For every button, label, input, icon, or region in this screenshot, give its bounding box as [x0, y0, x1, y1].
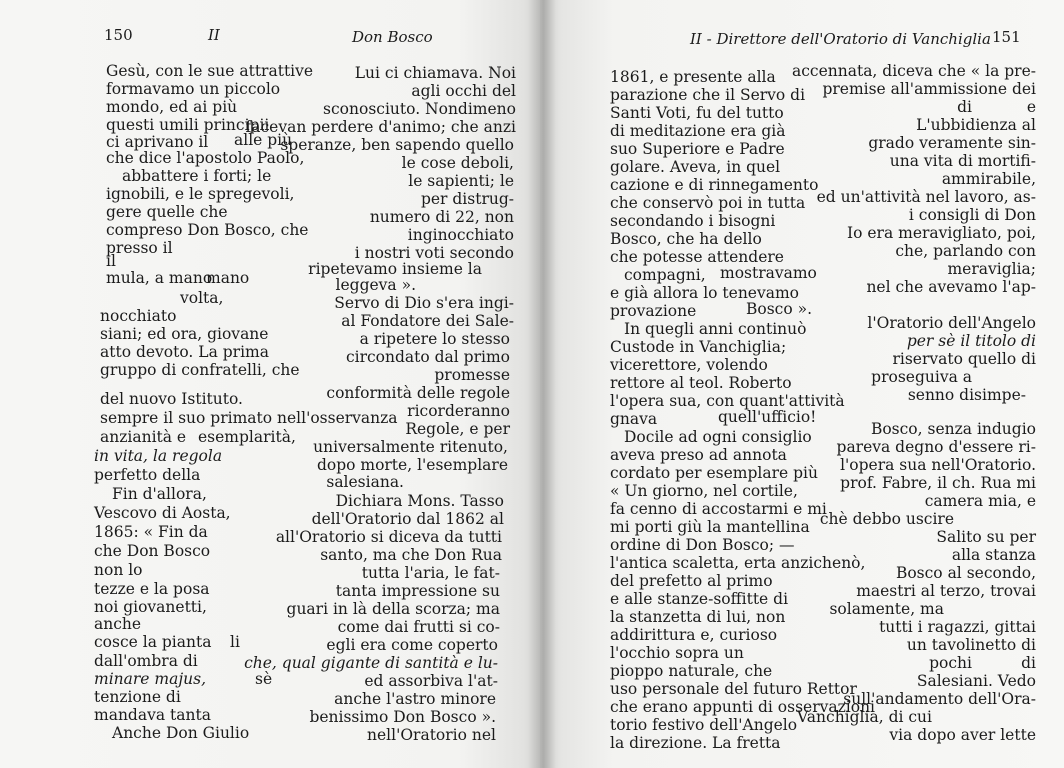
text-line: una vita di mortifi- — [889, 152, 1036, 170]
text-line: aveva preso ad annota — [610, 446, 787, 464]
text-line: sull'andamento dell'Ora- — [843, 690, 1036, 708]
text-line: conformità delle regole — [326, 384, 510, 402]
right-page-number: 151 — [992, 28, 1021, 46]
text-line: sempre il suo primato nell'osservanza — [100, 409, 398, 427]
text-line: noi giovanetti, — [94, 598, 207, 616]
text-line: gruppo di confratelli, che — [100, 361, 300, 379]
text-line: Servo di Dio s'era ingi- — [334, 294, 514, 312]
text-line: pareva degno d'essere ri- — [836, 438, 1036, 456]
text-line: guari in là della scorza; ma — [286, 600, 500, 618]
text-line: ripetevamo insieme la — [308, 260, 482, 278]
text-line: Regole, e per — [405, 420, 510, 438]
text-line: tenzione di — [94, 688, 181, 706]
text-line: nel che avevamo l'ap- — [866, 278, 1036, 296]
text-line: golare. Aveva, in quel — [610, 158, 781, 176]
text-line: provazione — [610, 302, 697, 320]
text-line: premise all'ammissione dei — [822, 80, 1036, 98]
text-line: che, parlando con — [895, 242, 1036, 260]
text-line: l'antica scaletta, erta anzichenò, — [610, 554, 866, 572]
text-line: per distrug- — [420, 190, 514, 208]
text-line: perfetto della — [94, 466, 201, 484]
text-line: presso il — [106, 239, 173, 257]
text-line: Dichiara Mons. Tasso — [335, 492, 504, 510]
text-line: torio festivo dell'Angelo — [610, 716, 798, 734]
text-line: gnava — [610, 410, 658, 428]
text-line: tutti i ragazzi, gittai — [879, 618, 1036, 636]
text-line: e — [1026, 98, 1036, 116]
text-line: e alle stanze-soffitte di — [610, 590, 789, 608]
text-line: formavamo un piccolo — [106, 80, 281, 98]
text-line: volta, — [180, 289, 224, 307]
text-line: Salito su per — [936, 528, 1036, 546]
text-line: grado veramente sin- — [868, 134, 1036, 152]
text-line: le sapienti; le — [408, 172, 514, 190]
text-line: agli occhi del — [411, 82, 516, 100]
text-line: che erano appunti di osservazioni — [610, 698, 876, 716]
text-line: l'opera sua nell'Oratorio. — [840, 456, 1036, 474]
text-line: di — [1021, 654, 1036, 672]
text-line: Docile ad ogni consiglio — [624, 428, 812, 446]
text-line: salesiana. — [326, 473, 404, 491]
text-line: dopo morte, l'esemplare — [316, 456, 508, 474]
left-section-number: II — [208, 26, 220, 44]
text-line: che Don Bosco — [94, 542, 211, 560]
text-line: inginocchiato — [407, 226, 514, 244]
text-line: compagni, — [624, 266, 706, 284]
text-line: che potesse attendere — [610, 248, 784, 266]
text-line: ignobili, e le spregevoli, — [106, 185, 295, 203]
text-line: l'occhio sopra un — [610, 644, 744, 662]
text-line: mostravamo — [720, 264, 817, 282]
text-line: secondando i bisogni — [610, 212, 776, 230]
text-line: universalmente ritenuto, — [313, 438, 508, 456]
text-line: tezze e la posa — [94, 580, 210, 598]
text-line: dell'Oratorio dal 1862 al — [311, 510, 504, 528]
text-line: leggeva ». — [335, 276, 416, 294]
text-line: benissimo Don Bosco ». — [309, 708, 496, 726]
left-running-title: Don Bosco — [352, 28, 433, 46]
text-line: li — [230, 633, 240, 651]
text-line: mi porti giù la mantellina — [610, 518, 810, 536]
text-line: mondo, ed ai più — [106, 98, 238, 116]
text-line: mula, a mano — [106, 269, 213, 287]
text-line: mandava tanta — [94, 706, 211, 724]
text-line: promesse — [434, 366, 510, 384]
text-line: anzianità e — [100, 428, 187, 446]
text-line: Vescovo di Aosta, — [94, 504, 231, 522]
text-line: parazione che il Servo di — [610, 86, 806, 104]
text-line: al Fondatore dei Sale- — [341, 312, 514, 330]
text-line: vicerettore, volendo — [610, 356, 768, 374]
text-line: le cose deboli, — [401, 154, 514, 172]
text-line: Bosco al secondo, — [895, 564, 1036, 582]
text-line: minare majus, — [94, 670, 206, 688]
text-line: Santi Voti, fu del tutto — [610, 104, 784, 122]
text-line: 1861, e presente alla — [610, 68, 776, 86]
text-line: ed assorbiva l'at- — [364, 672, 498, 690]
text-line: la direzione. La fretta — [610, 734, 781, 752]
text-line: numero di 22, non — [369, 208, 514, 226]
text-line: come dai frutti si co- — [337, 618, 500, 636]
text-line: In quegli anni continuò — [624, 320, 807, 338]
text-line: accennata, diceva che « la pre- — [791, 62, 1036, 80]
text-line: santo, ma che Don Rua — [320, 546, 502, 564]
text-line: dall'ombra di — [94, 652, 198, 670]
text-line: il — [106, 252, 116, 270]
text-line: cazione e di rinnegamento — [610, 176, 819, 194]
text-line: sè — [255, 670, 273, 688]
right-running-title: II - Direttore dell'Oratorio di Vanchiglia — [690, 30, 991, 48]
book-gutter-shadow — [528, 0, 556, 768]
text-line: che dice l'apostolo Paolo, — [106, 149, 305, 167]
text-line: Gesù, con le sue attrattive — [106, 62, 314, 80]
text-line: Anche Don Giulio — [112, 724, 250, 742]
text-line: e già allora lo tenevamo — [610, 284, 800, 302]
text-line: Salesiani. Vedo — [916, 672, 1036, 690]
text-line: del nuovo Istituto. — [100, 390, 243, 408]
text-line: che, qual gigante di santità e lu- — [244, 654, 498, 672]
text-line: siani; ed ora, giovane — [100, 325, 269, 343]
text-line: di — [957, 98, 972, 116]
text-line: Vanchiglia, di cui — [797, 708, 932, 726]
text-line: pochi — [929, 654, 972, 672]
text-line: suo Superiore e Padre — [610, 140, 785, 158]
text-line: del prefetto al primo — [610, 572, 773, 590]
text-line: prof. Fabre, il ch. Rua mi — [840, 474, 1036, 492]
text-line: speranze, ben sapendo quello — [280, 136, 514, 154]
text-line: anche l'astro minore — [334, 690, 496, 708]
text-line: egli era come coperto — [326, 636, 498, 654]
text-line: per sè il titolo di — [906, 332, 1036, 350]
text-line: atto devoto. La prima — [100, 343, 269, 361]
text-line: anche — [94, 615, 142, 633]
text-line: maestri al terzo, trovai — [856, 582, 1036, 600]
text-line: che conservò poi in tutta — [610, 194, 806, 212]
text-line: via dopo aver lette — [889, 726, 1036, 744]
text-line: sconosciuto. Nondimeno — [323, 100, 516, 118]
text-line: alla stanza — [951, 546, 1036, 564]
text-line: uso personale del futuro Rettor — [610, 680, 857, 698]
text-line: cordato per esemplare più — [610, 464, 818, 482]
text-line: abbattere i forti; le — [122, 167, 272, 185]
text-line: gere quelle che — [106, 203, 228, 221]
text-line: proseguiva a — [871, 368, 972, 386]
right-page — [540, 0, 1064, 768]
text-line: non lo — [94, 561, 143, 579]
text-line: fa cenno di accostarmi e mi — [610, 500, 827, 518]
text-line: addirittura e, curioso — [610, 626, 778, 644]
text-line: i nostri voti secondo — [354, 244, 514, 262]
text-line: ci aprivano il — [106, 133, 209, 151]
text-line: senno disimpe- — [907, 386, 1026, 404]
text-line: chè debbo uscire — [819, 510, 954, 528]
text-line: Fin d'allora, — [112, 485, 207, 503]
text-line: tanta impressione su — [335, 582, 500, 600]
text-line: di meditazione era già — [610, 122, 786, 140]
text-line: mano — [206, 269, 250, 287]
text-line: riservato quello di — [892, 350, 1036, 368]
text-line: ed un'attività nel lavoro, as- — [816, 188, 1036, 206]
text-line: tutta l'aria, le fat- — [361, 564, 500, 582]
text-line: i consigli di Don — [908, 206, 1036, 224]
text-line: rettore al teol. Roberto — [610, 374, 792, 392]
text-line: Io era meravigliato, poi, — [847, 224, 1036, 242]
text-line: l'Oratorio dell'Angelo — [867, 314, 1036, 332]
text-line: circondato dal primo — [345, 348, 510, 366]
text-line: Bosco, senza indugio — [870, 420, 1036, 438]
text-line: l'opera sua, con quant'attività — [610, 392, 845, 410]
text-line: meraviglia; — [947, 260, 1036, 278]
text-line: Custode in Vanchiglia; — [610, 338, 787, 356]
text-line: esemplarità, — [198, 428, 296, 446]
text-line: Lui ci chiamava. Noi — [354, 64, 516, 82]
text-line: all'Oratorio si diceva da tutti — [275, 528, 502, 546]
text-line: facevan perdere d'animo; che anzi — [245, 118, 516, 136]
text-line: compreso Don Bosco, che — [106, 221, 309, 239]
text-line: a ripetere lo stesso — [359, 330, 510, 348]
text-line: pioppo naturale, che — [610, 662, 773, 680]
text-line: in vita, la regola — [94, 447, 223, 465]
text-line: cosce la pianta — [94, 633, 212, 651]
text-line: « Un giorno, nel cortile, — [610, 482, 798, 500]
text-line: L'ubbidienza al — [916, 116, 1036, 134]
text-line: camera mia, e — [924, 492, 1036, 510]
text-line: ammirabile, — [941, 170, 1036, 188]
text-line: questi umili principii — [106, 116, 270, 134]
text-line: 1865: « Fin da — [94, 523, 208, 541]
text-line: un tavolinetto di — [906, 636, 1036, 654]
text-line: ricorderanno — [407, 402, 510, 420]
text-line: Bosco, che ha dello — [610, 230, 762, 248]
text-line: ordine di Don Bosco; — — [610, 536, 795, 554]
text-line: Bosco ». — [746, 300, 813, 318]
text-line: nocchiato — [100, 307, 177, 325]
text-line: la stanzetta di lui, non — [610, 608, 786, 626]
text-line: alle più — [234, 131, 293, 149]
left-page-number: 150 — [104, 26, 133, 44]
text-line: quell'ufficio! — [718, 408, 817, 426]
text-line: solamente, ma — [829, 600, 944, 618]
text-line: nell'Oratorio nel — [367, 726, 496, 744]
